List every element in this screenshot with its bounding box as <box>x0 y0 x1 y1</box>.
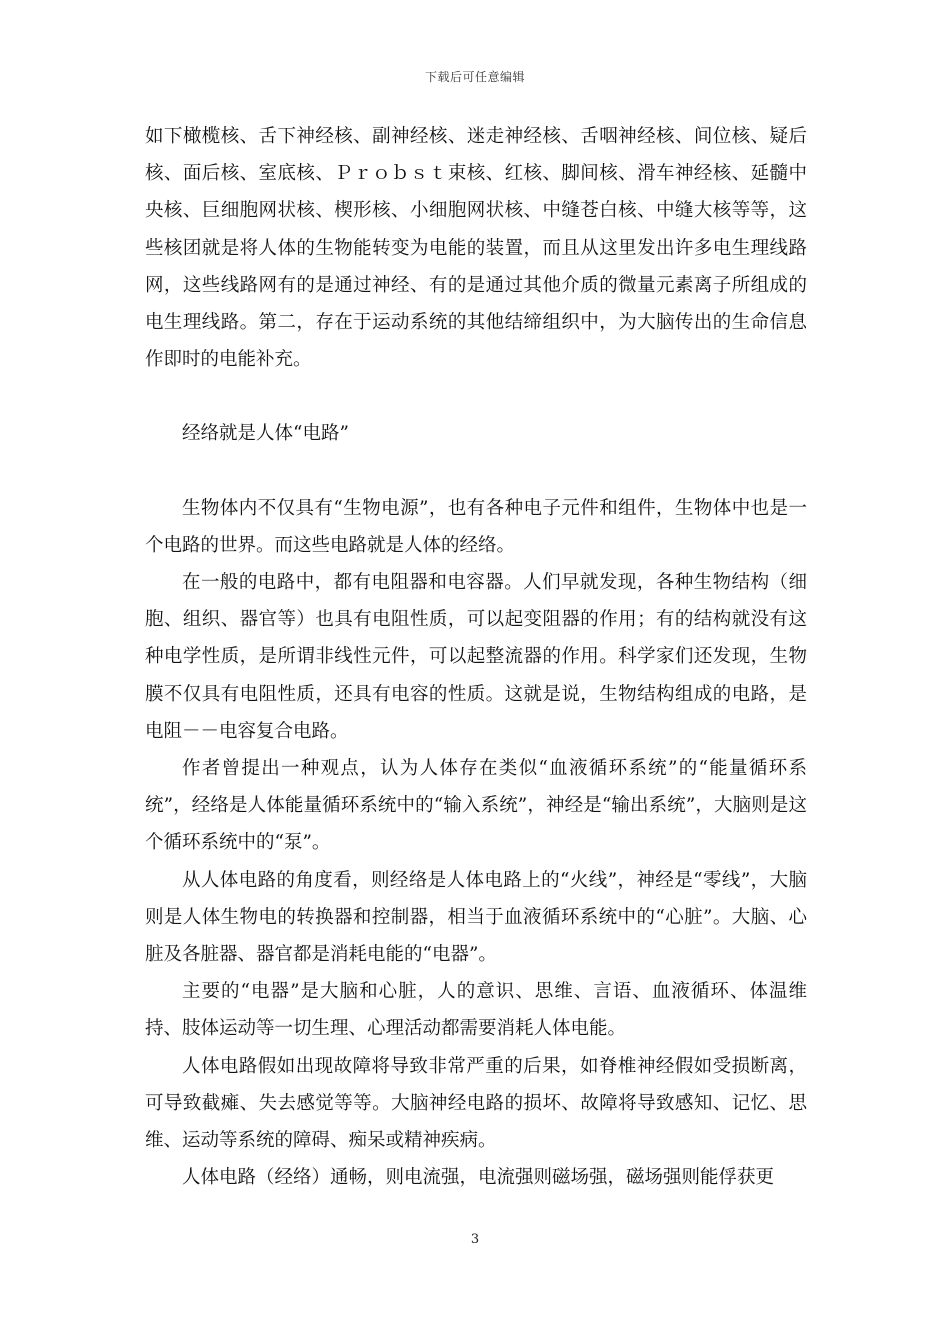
page-header: 下载后可任意编辑 <box>424 70 525 84</box>
body-paragraph-2: 在一般的电路中，都有电阻器和电容器。人们早就发现，各种生物结构（细胞、组织、器官等）也具有电阻性质，可以起变阻器的作用；有的结构就没有这种电学性质，是所谓非线性元件，可以起整流器的作用。科学家们还发现，生物膜不仅具有电阻性质，还具有电容的性质。这就是说，生物结构组成的电路，是电阻－－电容复合电路。 <box>145 572 807 742</box>
section-heading: 经络就是人体“电路” <box>182 423 349 445</box>
body-paragraph-6: 人体电路假如出现故障将导致非常严重的后果，如脊椎神经假如受损断离，可导致截瘫、失去感觉等等。大脑神经电路的损坏、故障将导致感知、记忆、思维、运动等系统的障碍、痴呆或精神疾病。 <box>145 1055 807 1152</box>
body-paragraph-5: 主要的“电器”是大脑和心脏，人的意识、思维、言语、血液循环、体温维持、肢体运动等一切生理、心理活动都需要消耗人体电能。 <box>145 981 807 1040</box>
body-paragraph-7: 人体电路（经络）通畅，则电流强，电流强则磁场强，磁场强则能俘获更 <box>182 1167 775 1189</box>
page-number: 3 <box>470 1232 480 1247</box>
body-paragraph-1: 生物体内不仅具有“生物电源”，也有各种电子元件和组件，生物体中也是一个电路的世界。而这些电路就是人体的经络。 <box>145 497 807 556</box>
body-paragraph-4: 从人体电路的角度看，则经络是人体电路上的“火线”，神经是“零线”，大脑则是人体生物电的转换器和控制器，相当于血液循环系统中的“心脏”。大脑、心脏及各脏器、器官都是消耗电能的“电器”。 <box>145 869 807 966</box>
continued-paragraph: 如下橄榄核、舌下神经核、副神经核、迷走神经核、舌咽神经核、间位核、疑后核、面后核、室底核、Ｐｒｏｂｓｔ束核、红核、脚间核、滑车神经核、延髓中央核、巨细胞网状核、楔形核、小细胞网状核、中缝苍白核、中缝大核等等，这些核团就是将人体的生物能转变为电能的装置，而且从这里发出许多电生理线路网，这些线路网有的是通过神经、有的是通过其他介质的微量元素离子所组成的电生理线路。第二，存在于运动系统的其他结缔组织中，为大脑传出的生命信息作即时的电能补充。 <box>145 126 807 371</box>
body-paragraph-3: 作者曾提出一种观点，认为人体存在类似“血液循环系统”的“能量循环系统”，经络是人体能量循环系统中的“输入系统”，神经是“输出系统”，大脑则是这个循环系统中的“泵”。 <box>145 758 807 854</box>
document-body <box>145 118 807 1196</box>
